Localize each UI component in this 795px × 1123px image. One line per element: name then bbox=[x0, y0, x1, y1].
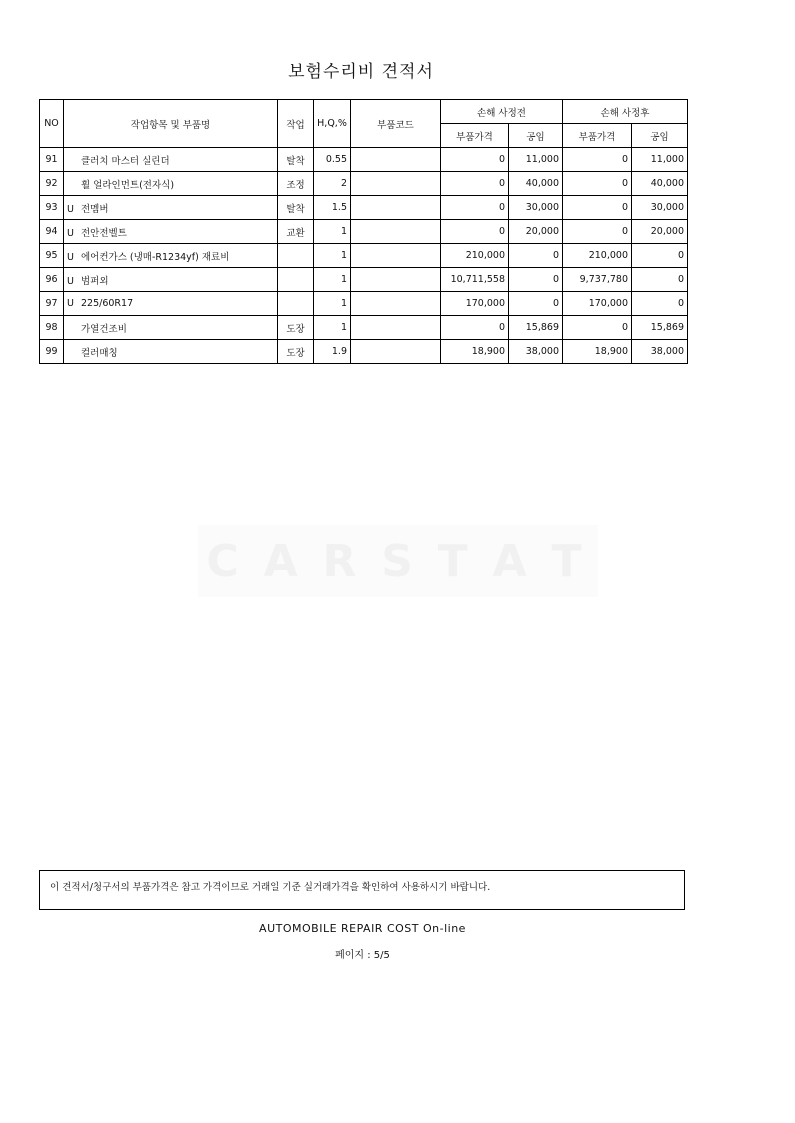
row-after-part-price: 170,000 bbox=[563, 292, 632, 316]
row-before-part-price: 210,000 bbox=[441, 244, 509, 268]
row-before-labor: 20,000 bbox=[509, 220, 563, 244]
row-part-code bbox=[351, 220, 441, 244]
row-item bbox=[64, 268, 278, 292]
watermark-letter: C bbox=[206, 535, 247, 587]
row-item bbox=[64, 148, 278, 172]
row-hq: 1 bbox=[314, 292, 351, 316]
row-hq: 1 bbox=[314, 268, 351, 292]
document-title: 보험수리비 견적서 bbox=[288, 62, 434, 82]
row-work: 조정 bbox=[278, 172, 314, 196]
row-no: 96 bbox=[40, 268, 64, 292]
watermark-letter: A bbox=[492, 535, 535, 587]
row-part-code bbox=[351, 244, 441, 268]
row-before-part-price: 0 bbox=[441, 148, 509, 172]
estimate-table bbox=[39, 99, 688, 364]
header-before-labor: 공임 bbox=[509, 124, 563, 148]
header-before-adjustment: 손해 사정전 bbox=[441, 100, 563, 124]
row-after-part-price: 0 bbox=[563, 172, 632, 196]
watermark-letter: T bbox=[437, 535, 476, 587]
row-before-part-price: 170,000 bbox=[441, 292, 509, 316]
page-number: 페이지 : 5/5 bbox=[335, 950, 390, 961]
row-before-labor: 0 bbox=[509, 244, 563, 268]
row-after-part-price: 0 bbox=[563, 148, 632, 172]
row-after-labor: 38,000 bbox=[632, 340, 688, 364]
row-item-name: 범퍼외 bbox=[81, 275, 109, 287]
row-update-flag: U bbox=[67, 275, 74, 287]
table-row bbox=[40, 172, 688, 196]
row-before-part-price: 0 bbox=[441, 196, 509, 220]
row-after-part-price: 18,900 bbox=[563, 340, 632, 364]
row-item bbox=[64, 220, 278, 244]
row-after-part-price: 9,737,780 bbox=[563, 268, 632, 292]
row-after-labor: 15,869 bbox=[632, 316, 688, 340]
watermark-letter: T bbox=[551, 535, 590, 587]
row-after-part-price: 0 bbox=[563, 196, 632, 220]
row-item bbox=[64, 340, 278, 364]
row-part-code bbox=[351, 196, 441, 220]
watermark-letter: S bbox=[381, 535, 421, 587]
row-item-name: 에어컨가스 (냉매-R1234yf) 재료비 bbox=[81, 251, 230, 263]
row-work: 교환 bbox=[278, 220, 314, 244]
header-after-labor: 공임 bbox=[632, 124, 688, 148]
row-work bbox=[278, 268, 314, 292]
row-work bbox=[278, 244, 314, 268]
row-after-part-price: 0 bbox=[563, 220, 632, 244]
row-after-labor: 0 bbox=[632, 244, 688, 268]
header-hq: H,Q,% bbox=[314, 100, 351, 148]
row-hq: 2 bbox=[314, 172, 351, 196]
row-item-name: 전안전벨트 bbox=[81, 227, 127, 239]
row-after-part-price: 0 bbox=[563, 316, 632, 340]
row-item bbox=[64, 244, 278, 268]
header-part-code: 부품코드 bbox=[351, 100, 441, 148]
row-no: 94 bbox=[40, 220, 64, 244]
header-work: 작업 bbox=[278, 100, 314, 148]
row-update-flag: U bbox=[67, 203, 74, 215]
row-item-name: 전멤버 bbox=[81, 203, 109, 215]
row-no: 98 bbox=[40, 316, 64, 340]
row-item-name: 가열건조비 bbox=[81, 323, 127, 335]
row-part-code bbox=[351, 292, 441, 316]
watermark-letter: R bbox=[322, 535, 365, 587]
row-before-part-price: 10,711,558 bbox=[441, 268, 509, 292]
row-work bbox=[278, 292, 314, 316]
header-after-part-price: 부품가격 bbox=[563, 124, 632, 148]
row-after-labor: 0 bbox=[632, 268, 688, 292]
row-item-name: 클러치 마스터 실린더 bbox=[81, 155, 170, 167]
row-after-labor: 11,000 bbox=[632, 148, 688, 172]
row-work: 탈착 bbox=[278, 148, 314, 172]
row-item bbox=[64, 172, 278, 196]
table-row bbox=[40, 220, 688, 244]
price-notice: 이 견적서/청구서의 부품가격은 참고 가격이므로 거래일 기준 실거래가격을 확인하여 사용하시기 바랍니다. bbox=[39, 870, 685, 910]
row-part-code bbox=[351, 316, 441, 340]
row-item-name: 휠 얼라인먼트(전자식) bbox=[81, 179, 175, 191]
row-part-code bbox=[351, 340, 441, 364]
row-hq: 0.55 bbox=[314, 148, 351, 172]
row-no: 99 bbox=[40, 340, 64, 364]
estimate-rows bbox=[40, 148, 688, 364]
row-no: 93 bbox=[40, 196, 64, 220]
row-hq: 1.5 bbox=[314, 196, 351, 220]
header-after-adjustment: 손해 사정후 bbox=[563, 100, 688, 124]
row-item bbox=[64, 292, 278, 316]
row-before-part-price: 0 bbox=[441, 316, 509, 340]
row-no: 95 bbox=[40, 244, 64, 268]
row-work: 도장 bbox=[278, 340, 314, 364]
table-row bbox=[40, 268, 688, 292]
footer-brand: AUTOMOBILE REPAIR COST On-line bbox=[259, 922, 466, 935]
row-after-labor: 30,000 bbox=[632, 196, 688, 220]
row-hq: 1 bbox=[314, 316, 351, 340]
header-no: NO bbox=[40, 100, 64, 148]
row-no: 92 bbox=[40, 172, 64, 196]
row-before-labor: 30,000 bbox=[509, 196, 563, 220]
row-item bbox=[64, 316, 278, 340]
row-hq: 1 bbox=[314, 220, 351, 244]
row-before-part-price: 18,900 bbox=[441, 340, 509, 364]
row-work: 탈착 bbox=[278, 196, 314, 220]
row-after-labor: 20,000 bbox=[632, 220, 688, 244]
row-update-flag: U bbox=[67, 251, 74, 263]
watermark-letter: A bbox=[263, 535, 306, 587]
header-item: 작업항목 및 부품명 bbox=[64, 100, 278, 148]
row-work: 도장 bbox=[278, 316, 314, 340]
row-part-code bbox=[351, 172, 441, 196]
row-update-flag: U bbox=[67, 227, 74, 239]
row-before-labor: 40,000 bbox=[509, 172, 563, 196]
row-before-labor: 15,869 bbox=[509, 316, 563, 340]
table-row bbox=[40, 196, 688, 220]
table-row bbox=[40, 148, 688, 172]
row-before-part-price: 0 bbox=[441, 172, 509, 196]
row-after-labor: 0 bbox=[632, 292, 688, 316]
row-no: 91 bbox=[40, 148, 64, 172]
row-after-part-price: 210,000 bbox=[563, 244, 632, 268]
row-part-code bbox=[351, 148, 441, 172]
table-row bbox=[40, 244, 688, 268]
row-item-name: 225/60R17 bbox=[81, 298, 134, 309]
row-before-part-price: 0 bbox=[441, 220, 509, 244]
row-before-labor: 11,000 bbox=[509, 148, 563, 172]
row-after-labor: 40,000 bbox=[632, 172, 688, 196]
table-row bbox=[40, 340, 688, 364]
header-before-part-price: 부품가격 bbox=[441, 124, 509, 148]
table-row bbox=[40, 316, 688, 340]
carstat-watermark bbox=[198, 525, 598, 597]
row-update-flag: U bbox=[67, 298, 74, 309]
row-hq: 1.9 bbox=[314, 340, 351, 364]
row-before-labor: 38,000 bbox=[509, 340, 563, 364]
row-item-name: 컬러매칭 bbox=[81, 347, 118, 359]
row-hq: 1 bbox=[314, 244, 351, 268]
row-part-code bbox=[351, 268, 441, 292]
row-item bbox=[64, 196, 278, 220]
row-before-labor: 0 bbox=[509, 292, 563, 316]
row-no: 97 bbox=[40, 292, 64, 316]
table-row bbox=[40, 292, 688, 316]
row-before-labor: 0 bbox=[509, 268, 563, 292]
